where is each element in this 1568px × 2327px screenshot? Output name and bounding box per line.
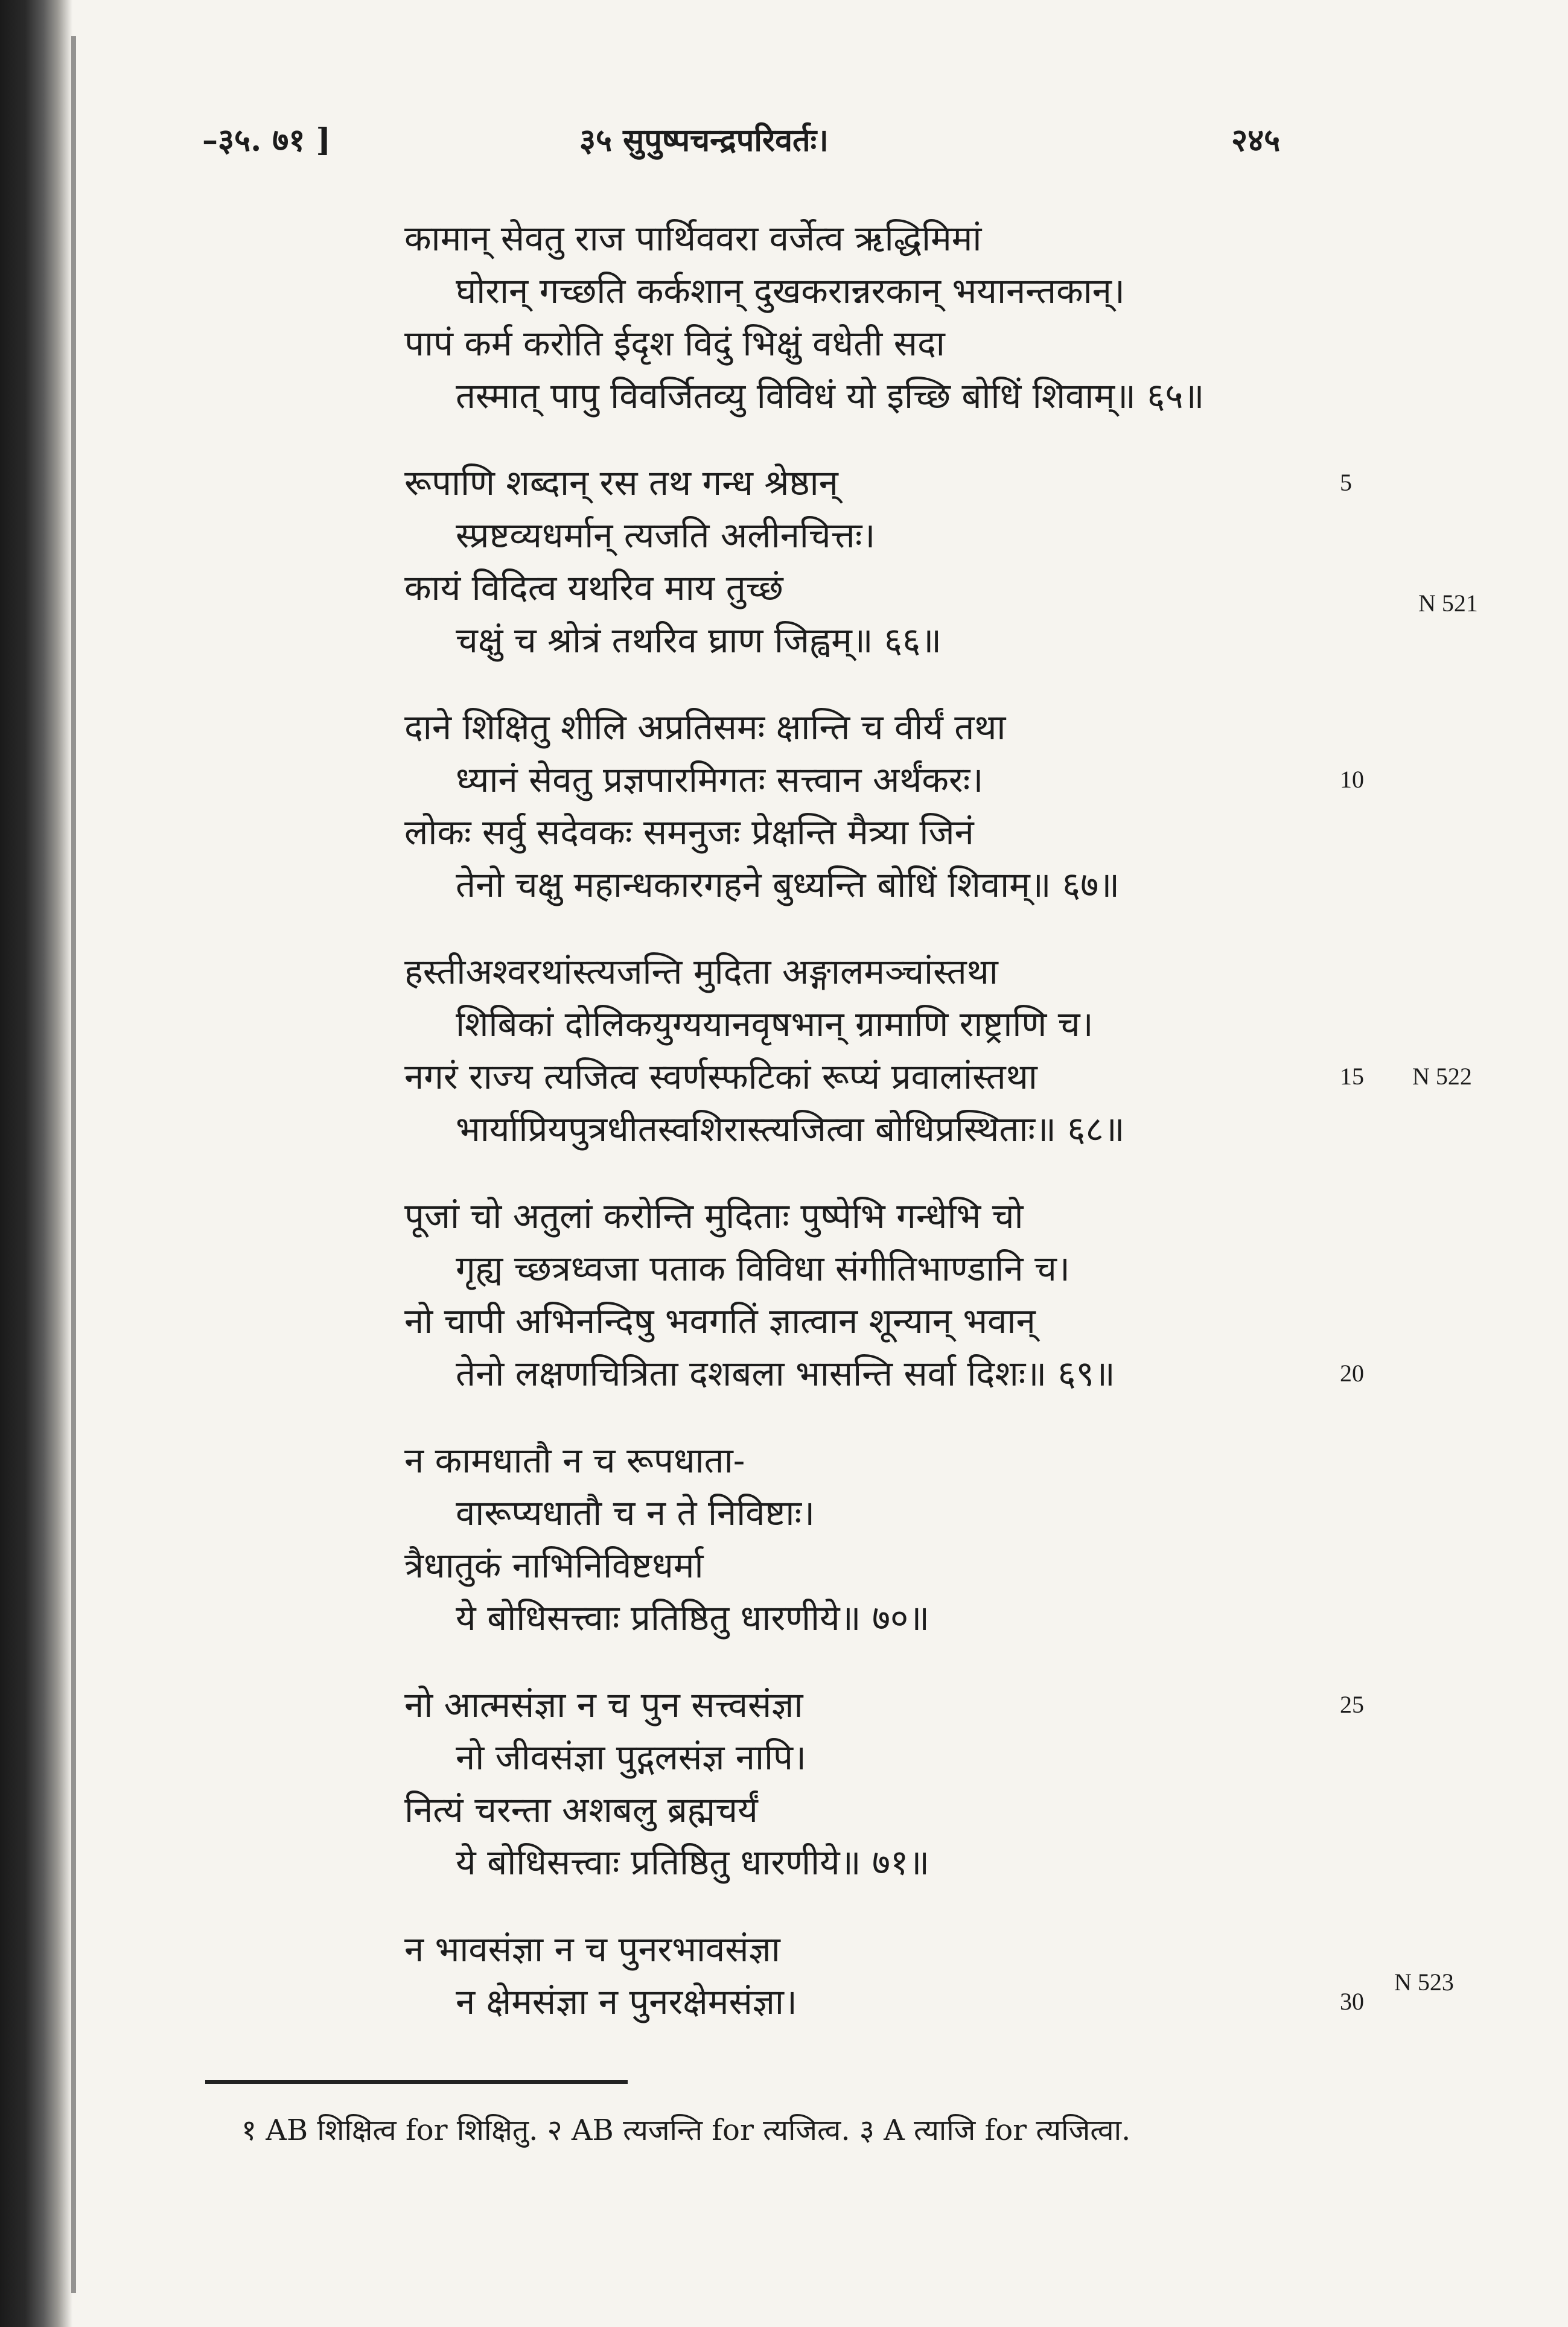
line-number: 15 [1340, 1063, 1364, 1090]
verse-line: त्रैधातुकं नाभिनिविष्टधर्मा [404, 1545, 704, 1586]
verse-line: वारूप्यधातौ च न ते निविष्टाः। [456, 1492, 815, 1533]
manuscript-ref: N 523 [1394, 1969, 1454, 1996]
header-verse-range: –३५. ७१ ] [202, 122, 331, 159]
running-header [0, 118, 1568, 166]
verse-line: शिबिकां दोलिकयुग्ययानवृषभान् ग्रामाणि राष्ट्राणि च। [456, 1004, 1094, 1045]
verse-line: लोकः सर्वु सदेवकः समनुजः प्रेक्षन्ति मैत्र्या जिनं [404, 812, 974, 853]
verse-line: तेनो चक्षु महान्धकारगहने बुध्यन्ति बोधिं शिवाम्॥ ६७॥ [456, 864, 1120, 905]
verse-line: ध्यानं सेवतु प्रज्ञपारमिगतः सत्त्वान अर्थंकरः। [456, 759, 984, 800]
line-number: 10 [1340, 766, 1364, 793]
verse-line: पूजां चो अतुलां करोन्ति मुदिताः पुष्पेभि गन्धेभि चो [404, 1195, 1024, 1237]
gutter-line [71, 36, 76, 2293]
verse-line: नित्यं चरन्ता अशबलु ब्रह्मचर्यं [404, 1789, 758, 1830]
verse-line: न भावसंज्ञा न च पुनरभावसंज्ञा [404, 1929, 780, 1970]
manuscript-ref: N 521 [1418, 590, 1478, 617]
header-page-number: २४५ [1231, 122, 1281, 159]
verse-line: चक्षुं च श्रोत्रं तथरिव घ्राण जिह्वम्॥ ६६॥ [456, 620, 942, 661]
verse-line: नो जीवसंज्ञा पुद्गलसंज्ञ नापि। [456, 1737, 806, 1778]
verse-line: नगरं राज्य त्यजित्व स्वर्णस्फटिकां रूप्यं प्रवालांस्तथा [404, 1056, 1037, 1097]
line-number: 20 [1340, 1360, 1364, 1387]
verse-line: न कामधातौ न च रूपधाता- [404, 1440, 745, 1481]
line-number: 5 [1340, 469, 1352, 496]
line-number: 30 [1340, 1988, 1364, 2015]
header-chapter-title: ३५ सुपुष्पचन्द्रपरिवर्तः। [579, 122, 829, 159]
manuscript-ref: N 522 [1412, 1063, 1472, 1090]
verse-line: नो चापी अभिनन्दिषु भवगतिं ज्ञात्वान शून्यान् भवान् [404, 1300, 1036, 1342]
verse-line: दाने शिक्षितु शीलि अप्रतिसमः क्षान्ति च वीर्यं तथा [404, 707, 1006, 748]
verse-line: रूपाणि शब्दान् रस तथ गन्ध श्रेष्ठान् [404, 462, 838, 503]
verse-line: ये बोधिसत्त्वाः प्रतिष्ठितु धारणीये॥ ७१॥ [456, 1842, 929, 1883]
verse-line: हस्तीअश्वरथांस्त्यजन्ति मुदिता अङ्गालमञ्चांस्तथा [404, 951, 998, 992]
verse-line: गृह्य च्छत्रध्वजा पताक विविधा संगीतिभाण्डानि च। [456, 1248, 1070, 1289]
verse-line: न क्षेमसंज्ञा न पुनरक्षेमसंज्ञा। [456, 1981, 797, 2022]
verse-line: घोरान् गच्छति कर्कशान् दुखकरान्नरकान् भयानन्तकान्। [456, 270, 1125, 311]
verse-line: भार्याप्रियपुत्रधीतस्वशिरास्त्यजित्वा बोधिप्रस्थिताः॥ ६८॥ [456, 1109, 1125, 1150]
verse-line: तस्मात् पापु विवर्जितव्यु विविधं यो इच्छि बोधिं शिवाम्॥ ६५॥ [456, 375, 1205, 416]
line-number: 25 [1340, 1691, 1364, 1718]
verse-line: कामान् सेवतु राज पार्थिववरा वर्जेत्व ऋद्धिमिमां [404, 218, 982, 259]
book-spine-shadow [0, 0, 72, 2327]
verse-line: पापं कर्म करोति ईदृश विदुं भिक्षुं वधेती सदा [404, 323, 945, 364]
footnote-rule [205, 2080, 628, 2084]
verse-line: स्प्रष्टव्यधर्मान् त्यजति अलीनचित्तः। [456, 515, 876, 556]
footnote: १ AB शिक्षित्व for शिक्षितु. २ AB त्यजन्ति for त्यजित्व. ३ A त्याजि for त्यजित्वा. [241, 2113, 1131, 2147]
verse-line: ये बोधिसत्त्वाः प्रतिष्ठितु धारणीये॥ ७०॥ [456, 1597, 929, 1638]
verse-line: कायं विदित्व यथरिव माय तुच्छं [404, 567, 783, 608]
verse-line: तेनो लक्षणचित्रिता दशबला भासन्ति सर्वा दिशः॥ ६९॥ [456, 1353, 1115, 1394]
verse-line: नो आत्मसंज्ञा न च पुन सत्त्वसंज्ञा [404, 1684, 803, 1725]
